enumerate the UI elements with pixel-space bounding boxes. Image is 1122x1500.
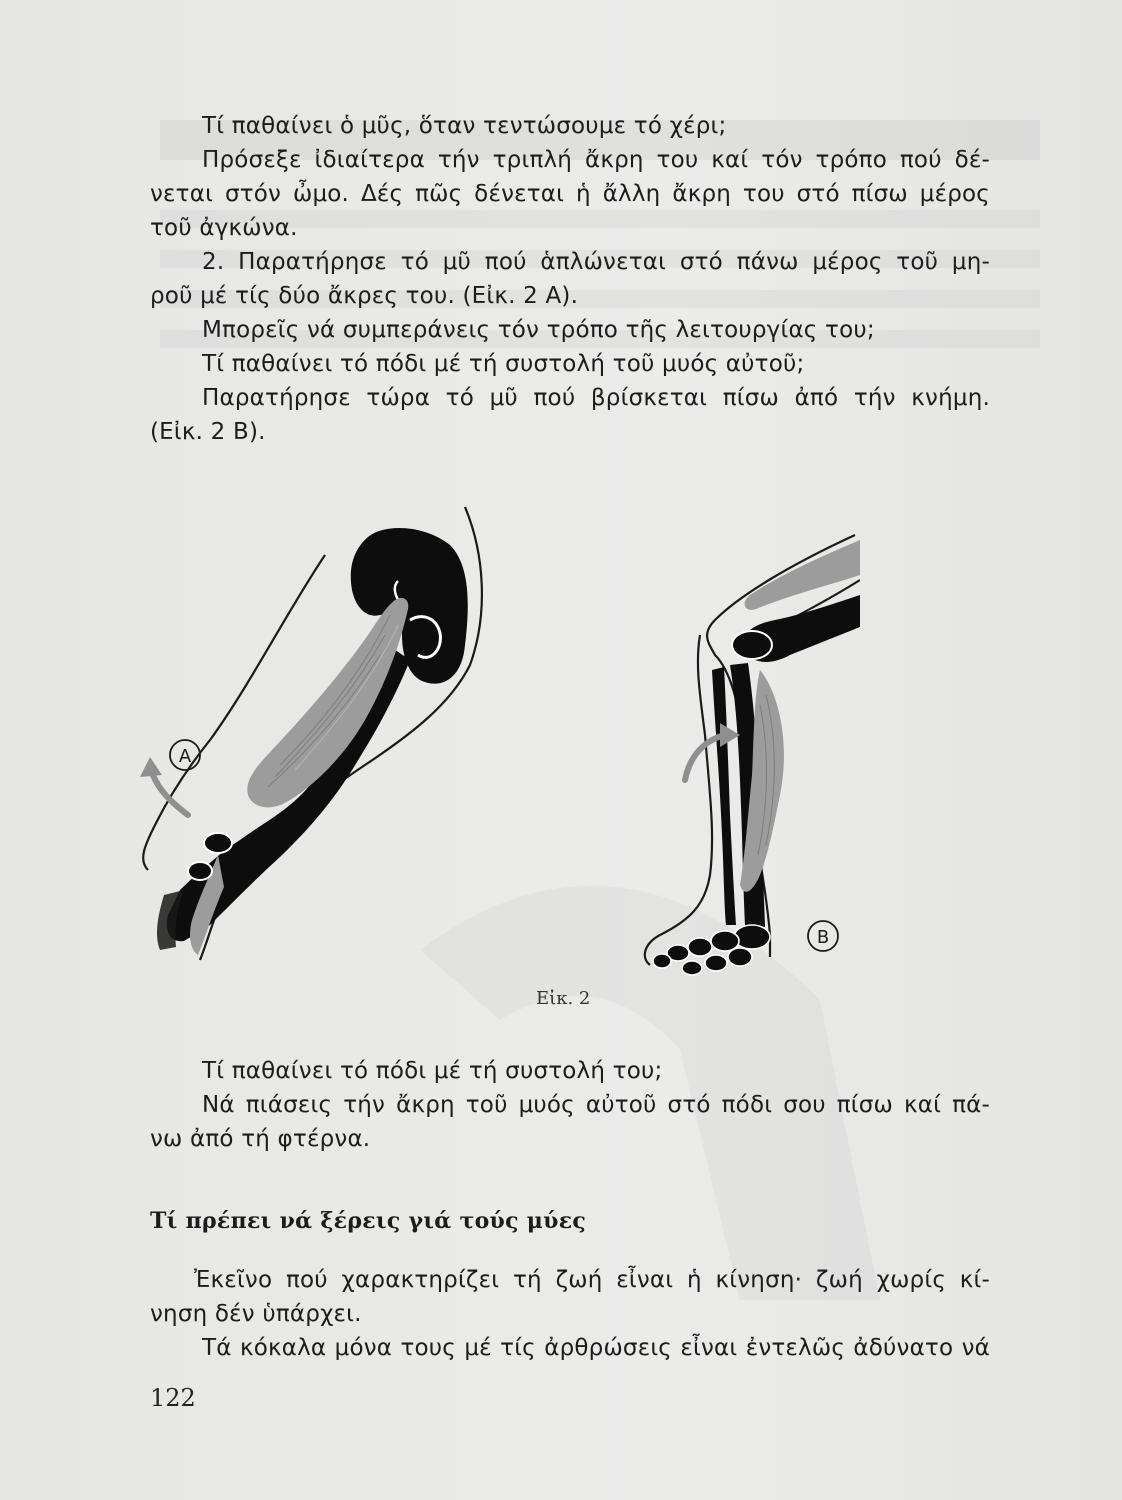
text-line: Νά πιάσεις τήν ἄκρη τοῦ μυός αὐτοῦ στό πόδι σου πίσω καί πά- <box>202 1092 990 1118</box>
text-line: ροῦ μέ τίς δύο ἄκρες του. (Εἰκ. 2 Α). <box>150 283 579 309</box>
muscle-figure <box>140 495 860 995</box>
section-heading: Τί πρέπει νά ξέρεις γιά τούς μύες <box>150 1208 587 1234</box>
label-b: B <box>816 927 830 948</box>
text-line: 2. Παρατήρησε τό μῦ πού ἁπλώνεται στό πάνω μέρος τοῦ μη- <box>202 249 990 275</box>
figure-caption: Εἰκ. 2 <box>536 988 591 1009</box>
text-line: Πρόσεξε ἰδιαίτερα τήν τριπλή ἄκρη του καί τόν τρόπο πού δέ- <box>202 147 990 173</box>
intro-paragraph <box>150 109 990 449</box>
text-line: (Εἰκ. 2 Β). <box>150 419 266 445</box>
closing-paragraph <box>150 1263 990 1365</box>
text-line: Τί παθαίνει τό πόδι μέ τή συστολή τοῦ μυός αὐτοῦ; <box>202 351 805 377</box>
text-line: νηση δέν ὑπάρχει. <box>150 1301 362 1327</box>
text-line: Παρατήρησε τώρα τό μῦ πού βρίσκεται πίσω ἀπό τήν κνήμη. <box>202 385 990 411</box>
text-line: Τί παθαίνει τό πόδι μέ τή συστολή του; <box>202 1058 663 1084</box>
diagram-a-arm <box>140 507 482 960</box>
text-line: τοῦ ἀγκώνα. <box>150 215 298 241</box>
middle-paragraph <box>150 1054 990 1156</box>
text-line: νω ἀπό τή φτέρνα. <box>150 1126 371 1152</box>
text-line: νεται στόν ὦμο. Δές πῶς δένεται ἡ ἄλλη ἄκρη του στό πίσω μέρος <box>150 181 990 207</box>
text-line: Μπορεῖς νά συμπεράνεις τόν τρόπο τῆς λειτουργίας του; <box>202 317 875 343</box>
label-a: A <box>178 746 192 767</box>
page-number: 122 <box>150 1384 196 1412</box>
text-line: Τά κόκαλα μόνα τους μέ τίς ἀρθρώσεις εἶναι ἐντελῶς ἀδύνατο νά <box>202 1335 990 1361</box>
text-line: Τί παθαίνει ὁ μῦς, ὅταν τεντώσουμε τό χέρι; <box>202 113 727 139</box>
text-line: Ἐκεῖνο πού χαρακτηρίζει τή ζωή εἶναι ἡ κίνηση· ζωή χωρίς κί- <box>194 1267 990 1293</box>
diagram-b-leg <box>645 535 860 975</box>
